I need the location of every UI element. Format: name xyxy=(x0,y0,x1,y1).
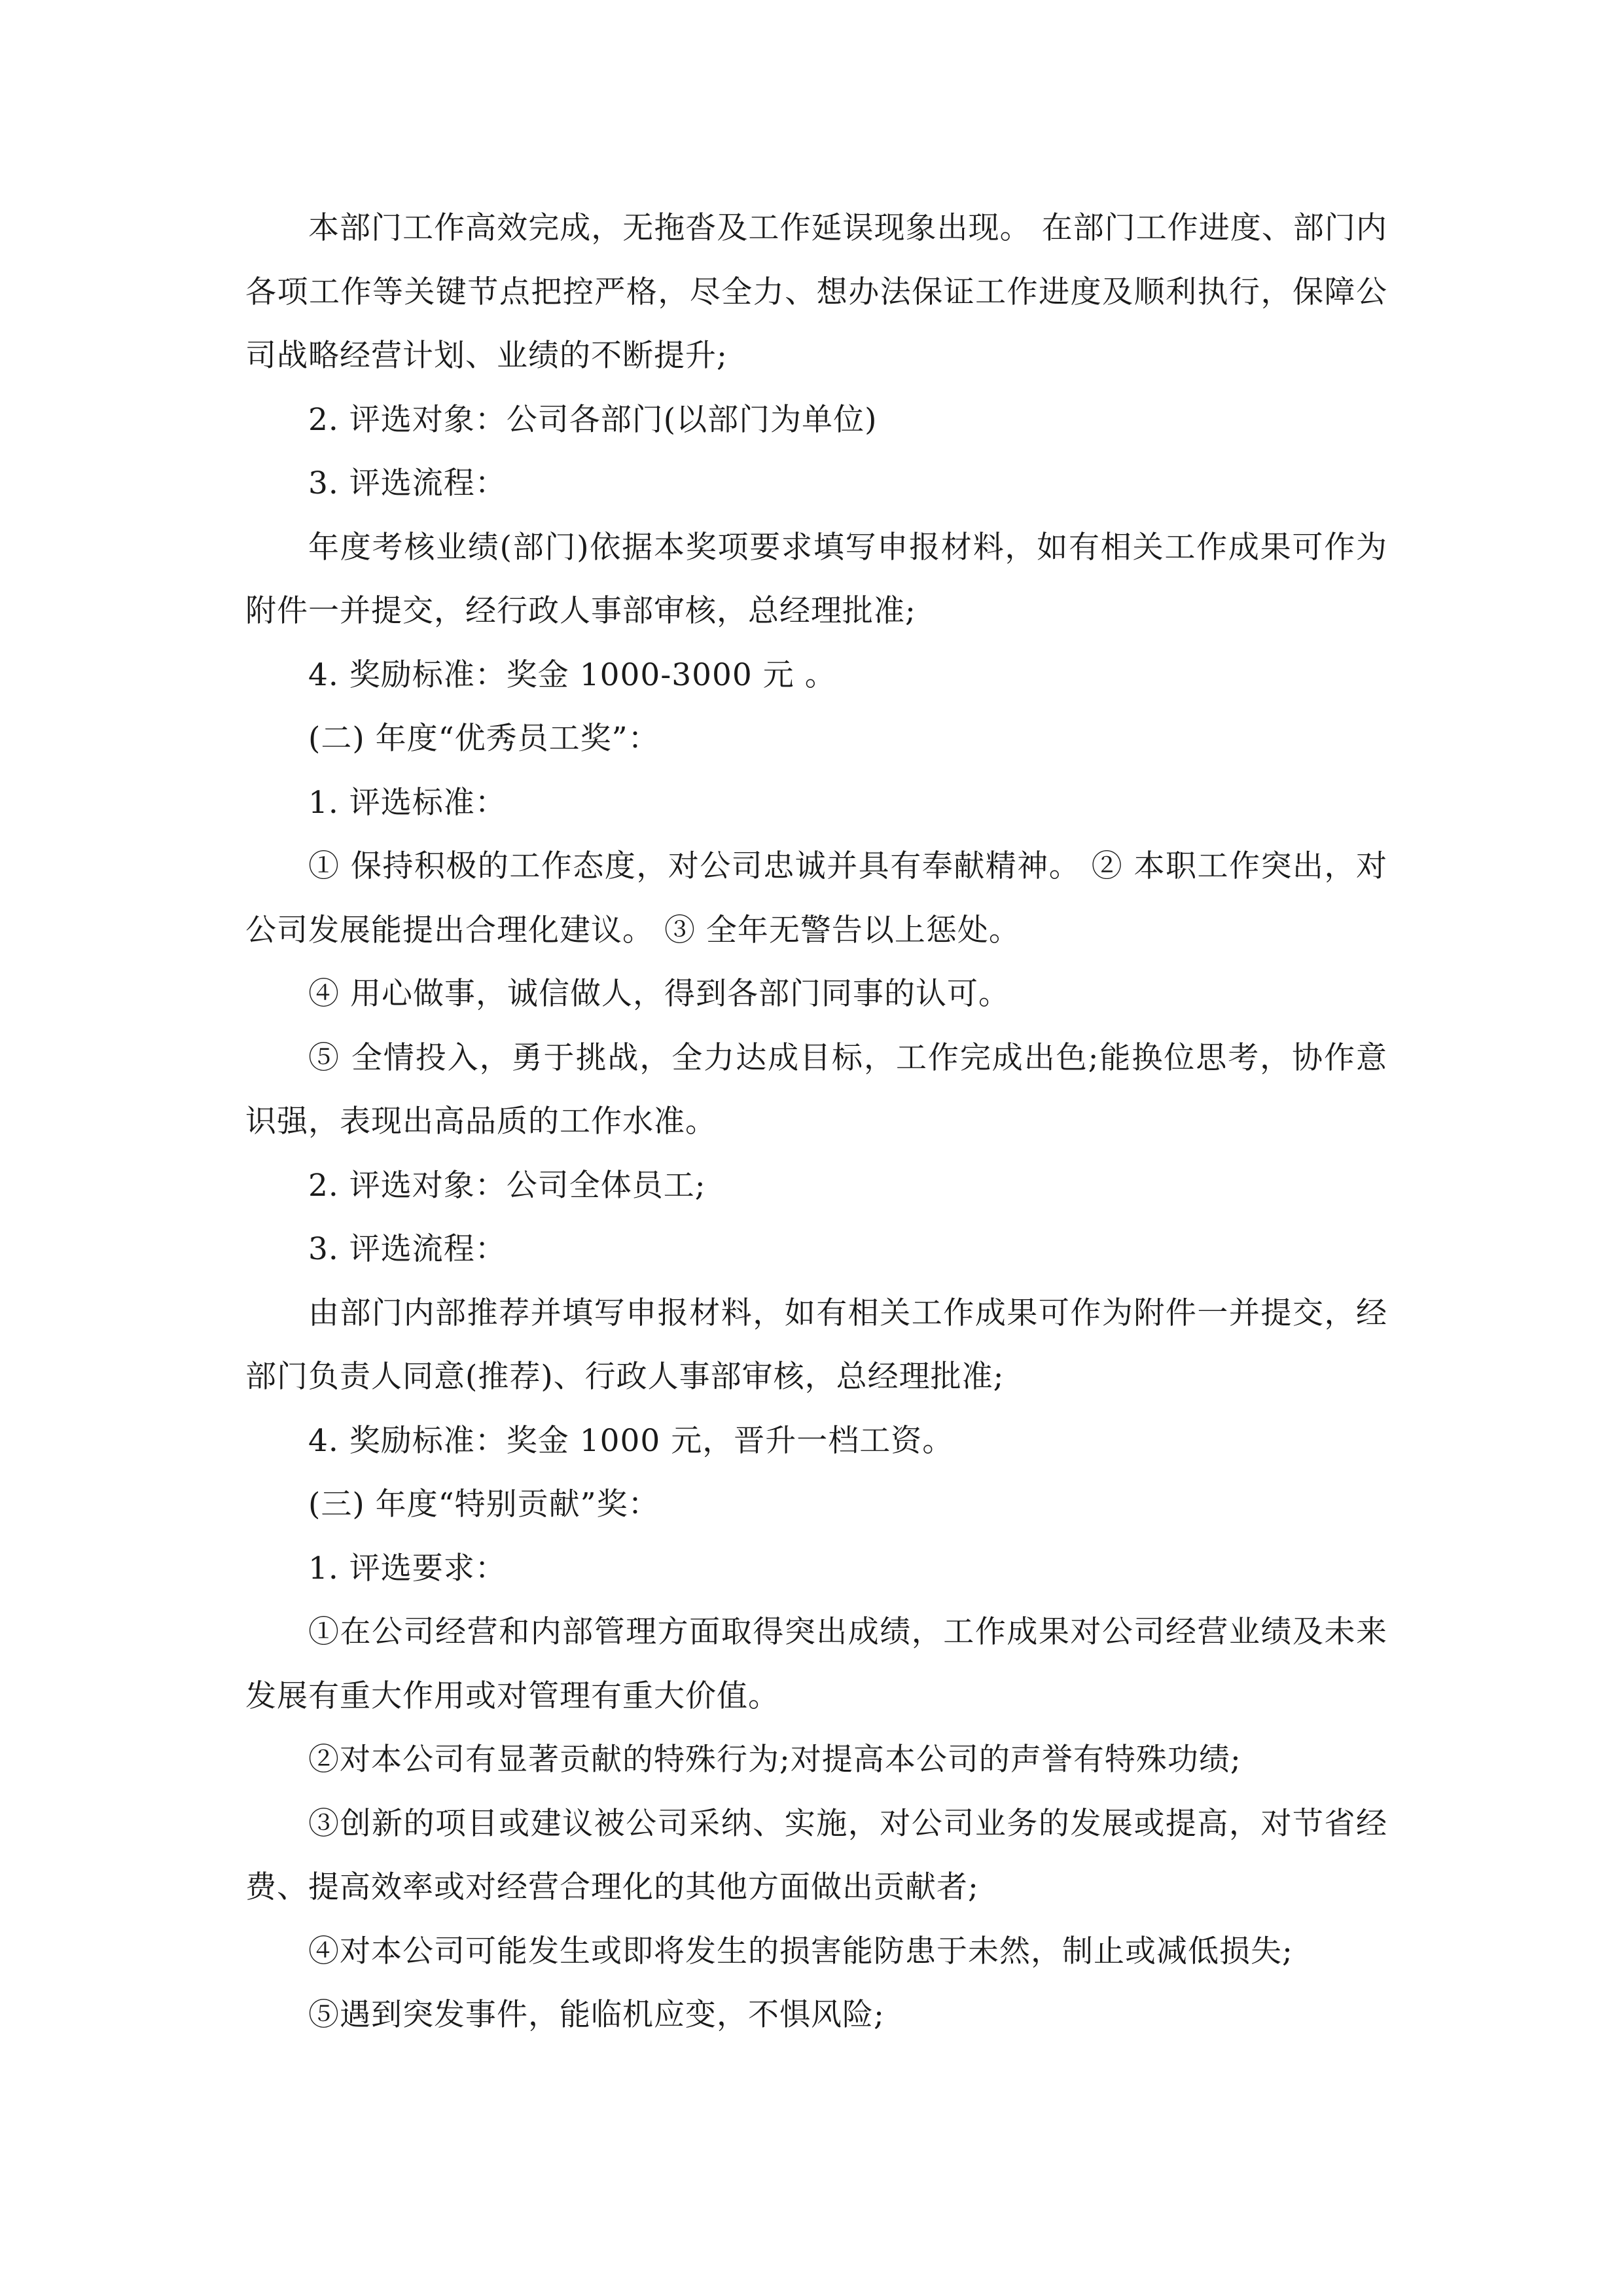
employee-award-selection-process-heading: 3. 评选流程： xyxy=(308,1231,507,1267)
employee-award-criteria-5: ⑤ 全情投入，勇于挑战，全力达成目标，工作完成出色;能换位思考，协作意识强，表现出高品质的工作水准。 xyxy=(245,1039,1387,1139)
paragraph-department-performance: 本部门工作高效完成，无拖沓及工作延误现象出现。 在部门工作进度、部门内各项工作等关键节点把控严格，尽全力、想办法保证工作进度及顺利执行，保障公司战略经营计划、业绩的不断提升; xyxy=(245,210,1387,374)
employee-award-criteria-4: ④ 用心做事，诚信做人，得到各部门同事的认可。 xyxy=(308,976,1010,1012)
document-body xyxy=(245,196,1387,2047)
section-heading-special-contribution: (三) 年度“特别贡献”奖： xyxy=(308,1486,660,1522)
special-award-requirement-3: ③创新的项目或建议被公司采纳、实施，对公司业务的发展或提高，对节省经费、提高效率或对经营合理化的其他方面做出贡献者; xyxy=(245,1805,1387,1905)
dept-award-selection-process-heading: 3. 评选流程： xyxy=(308,465,507,501)
dept-award-selection-target: 2. 评选对象：公司各部门(以部门为单位) xyxy=(308,401,878,438)
employee-award-criteria-heading: 1. 评选标准： xyxy=(308,784,507,821)
special-award-requirement-2: ②对本公司有显著贡献的特殊行为;对提高本公司的声誉有特殊功绩; xyxy=(308,1742,1241,1778)
special-award-requirement-5: ⑤遇到突发事件，能临机应变，不惧风险; xyxy=(308,1997,885,2033)
special-award-requirement-4: ④对本公司可能发生或即将发生的损害能防患于未然，制止或减低损失; xyxy=(308,1933,1293,1969)
employee-award-selection-target: 2. 评选对象：公司全体员工; xyxy=(308,1167,706,1204)
employee-award-reward-standard: 4. 奖励标准：奖金 1000 元，晋升一档工资。 xyxy=(308,1422,954,1459)
section-heading-excellent-employee: (二) 年度“优秀员工奖”： xyxy=(308,721,660,757)
special-award-requirements-heading: 1. 评选要求： xyxy=(308,1550,507,1587)
employee-award-selection-process: 由部门内部推荐并填写申报材料，如有相关工作成果可作为附件一并提交，经部门负责人同意(推荐)、行政人事部审核，总经理批准; xyxy=(245,1295,1387,1395)
dept-award-reward-standard: 4. 奖励标准：奖金 1000-3000 元 。 xyxy=(308,656,836,693)
special-award-requirement-1: ①在公司经营和内部管理方面取得突出成绩，工作成果对公司经营业绩及未来发展有重大作用或对管理有重大价值。 xyxy=(245,1614,1387,1714)
employee-award-criteria-1-3: ① 保持积极的工作态度，对公司忠诚并具有奉献精神。 ② 本职工作突出，对公司发展能提出合理化建议。 ③ 全年无警告以上惩处。 xyxy=(245,848,1387,948)
dept-award-selection-process: 年度考核业绩(部门)依据本奖项要求填写申报材料，如有相关工作成果可作为附件一并提交，经行政人事部审核，总经理批准; xyxy=(245,529,1387,629)
